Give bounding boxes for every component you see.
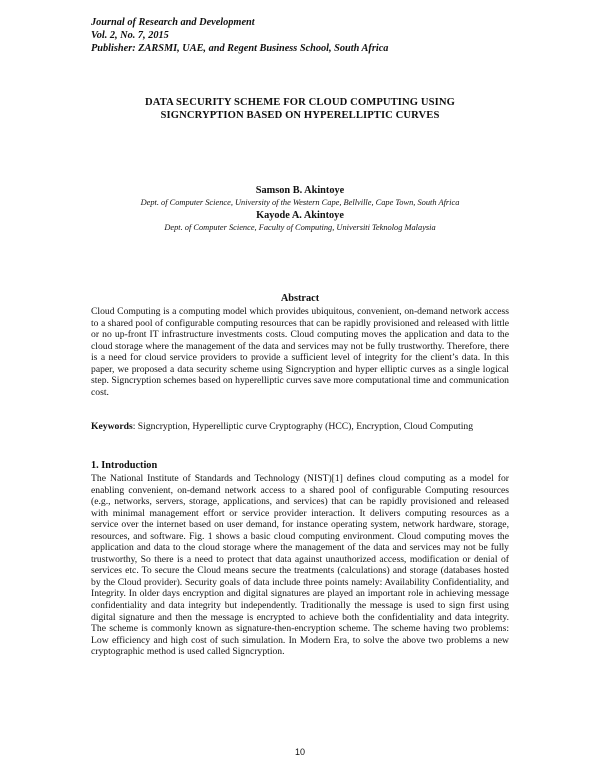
page-number: 10 (294, 747, 305, 757)
journal-publisher: Publisher: ZARSMI, UAE, and Regent Business School, South Africa (91, 43, 389, 54)
keywords-text: : Signcryption, Hyperelliptic curve Cryptography (HCC), Encryption, Cloud Computing (132, 421, 474, 432)
introduction-text: The National Institute of Standards and Technology (NIST)[1] defines cloud computing as a model for enabling convenient, on-demand network access to a shared pool of configurable Computing resources (e.g., networks, servers, storage, applications, and services) that can be rapidly provisioned and released with minimal management effort or service provider interaction. It delivers computing resources as a service over the internet based on user demand, for instance operating system, network hardware, storage, resources, and software. Fig. 1 shows a basic cloud computing environment. Cloud computing moves the application and data to the cloud storage where the management of the data and services may not be fully trustworthy, So there is a need to protect that data against unauthorized access, modification or denial of services etc. To secure the Cloud means secure the treatments (calculations) and storage (databases hosted by the Cloud provider). Security goals of data include three points namely: Availability Confidentiality, and Integrity. In older days encryption and digital signatures are played an important role in achieving message confidentiality and data integrity but independently. Traditionally the message is used to sign first using digital signature and then the message is encrypted to achieve both the confidentiality and data integrity. The scheme is commonly known as signature-then-encryption scheme. The scheme having two problems: Low efficiency and high cost of such simulation. In Modern Era, to solve the above two problems a new cryptographic method is used called Signcryption. (91, 473, 509, 658)
journal-header (91, 16, 388, 55)
author-affiliation-2: Dept. of Computer Science, Faculty of Computing, Universiti Teknolog Malaysia (164, 223, 436, 232)
author-affiliation-1: Dept. of Computer Science, University of the Western Cape, Bellville, Cape Town, South Africa (140, 198, 460, 207)
paper-title-line-1: DATA SECURITY SCHEME FOR CLOUD COMPUTING USING (145, 97, 455, 108)
abstract-heading: Abstract (280, 293, 320, 304)
journal-volume: Vol. 2, No. 7, 2015 (91, 30, 169, 41)
keywords (91, 421, 509, 433)
abstract-text: Cloud Computing is a computing model which provides ubiquitous, convenient, on-demand network access to a shared pool of configurable computing resources that can be rapidly provisioned and released with little or no up-front IT infrastructure investments costs. Cloud computing moves the application and data to the cloud storage where the management of the data and services may not be fully trustworthy. Therefore, there is a need for cloud service providers to provide a sufficient level of integrity for the client’s data. In this paper, we proposed a data security scheme using Signcryption and hyper elliptic curves as a single logical step. Signcryption schemes based on hyperelliptic curves save more computational time and communication cost. (91, 306, 509, 398)
introduction-heading: 1. Introduction (91, 460, 158, 471)
author-name-1: Samson B. Akintoye (255, 185, 345, 196)
author-name-2: Kayode A. Akintoye (256, 210, 344, 221)
keywords-label: Keywords (91, 421, 133, 432)
paper-title-line-2: SIGNCRYPTION BASED ON HYPERELLIPTIC CURVES (160, 110, 440, 121)
journal-name: Journal of Research and Development (91, 17, 255, 28)
paper-title (91, 96, 509, 122)
